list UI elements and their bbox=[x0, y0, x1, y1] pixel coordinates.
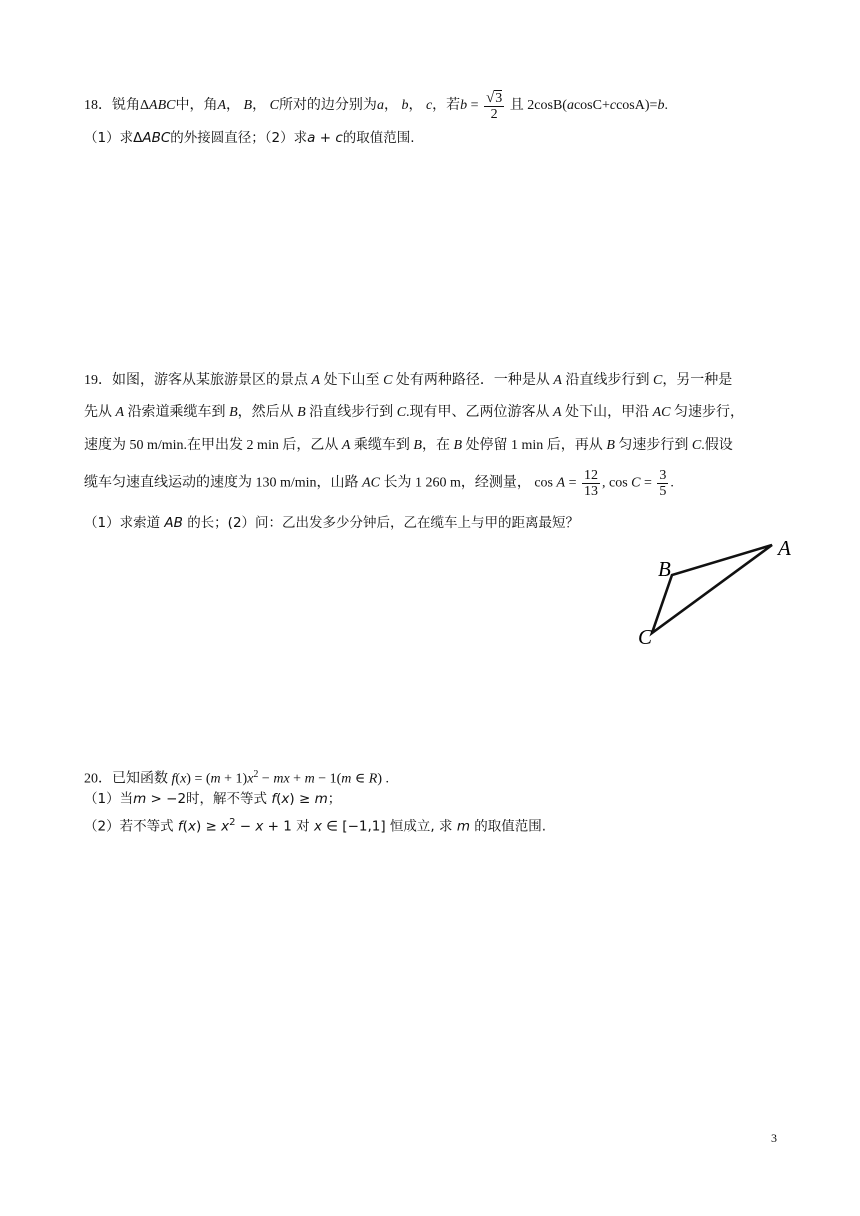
q19-number: 19． bbox=[84, 373, 112, 388]
q19-line-2: 先从 A 沿索道乘缆车到 B，然后从 B 沿直线步行到 C.现有甲、乙两位游客从 A 处下山，甲沿 AC 匀速步行， bbox=[84, 405, 744, 420]
q19-line-3: 速度为 50 m/min.在甲出发 2 min 后，乙从 A 乘缆车到 B，在 B 处停留 1 min 后，再从 B 匀速步行到 C.假设 bbox=[84, 438, 733, 453]
label-A: A bbox=[778, 536, 791, 560]
triangle-figure bbox=[630, 530, 800, 652]
q20-stem: 20．已知函数 $f(x) = (m + 1)x^2$ − mx + m − 1(m ∈ R) . bbox=[84, 769, 389, 787]
q18-parts: （1）求ΔABC的外接圆直径；（2）求a + c的取值范围. bbox=[84, 130, 415, 146]
label-B: B bbox=[658, 557, 671, 581]
q18-number: 18． bbox=[84, 98, 112, 114]
q19-cosA-fraction: $\frac{12}{13}$ bbox=[583, 468, 598, 499]
q20-part-1: （1）当m > −2时，解不等式 f(x) ≥ m； bbox=[84, 791, 342, 807]
label-C: C bbox=[638, 625, 653, 649]
q20-part-2: （2）若不等式 $f(x) \ge x^2 - x + 1$ 对 x ∈ [−1,1] 恒成立, 求 m 的取值范围. bbox=[84, 817, 547, 835]
page-number: 3 bbox=[771, 1131, 777, 1145]
q19-line-4: 缆车匀速直线运动的速度为 130 m/min，山路 AC 长为 1 260 m，经测量， cos A = $\frac{12}{13}$ , cos C = $\frac{3}{5}$ . bbox=[84, 468, 674, 499]
q18-stem: 18．锐角ΔABC中，角A， B， C所对的边分别为a， b， c，若b = $\frac{√3}{2}$ 且 2cosB(acosC+ccosA)=b. bbox=[84, 90, 668, 122]
q20-number: 20． bbox=[84, 771, 112, 787]
q19-line-5: （1）求索道 AB 的长；(2）问：乙出发多少分钟后，乙在缆车上与甲的距离最短？ bbox=[84, 515, 580, 531]
q19-line-1: 19．如图，游客从某旅游景区的景点 A 处下山至 C 处有两种路径．一种是从 A 沿直线步行到 C，另一种是 bbox=[84, 373, 733, 388]
q19-cosC-fraction: $\frac{3}{5}$ bbox=[659, 468, 667, 499]
q18-fraction: $\frac{√3}{2}$ bbox=[486, 90, 503, 122]
